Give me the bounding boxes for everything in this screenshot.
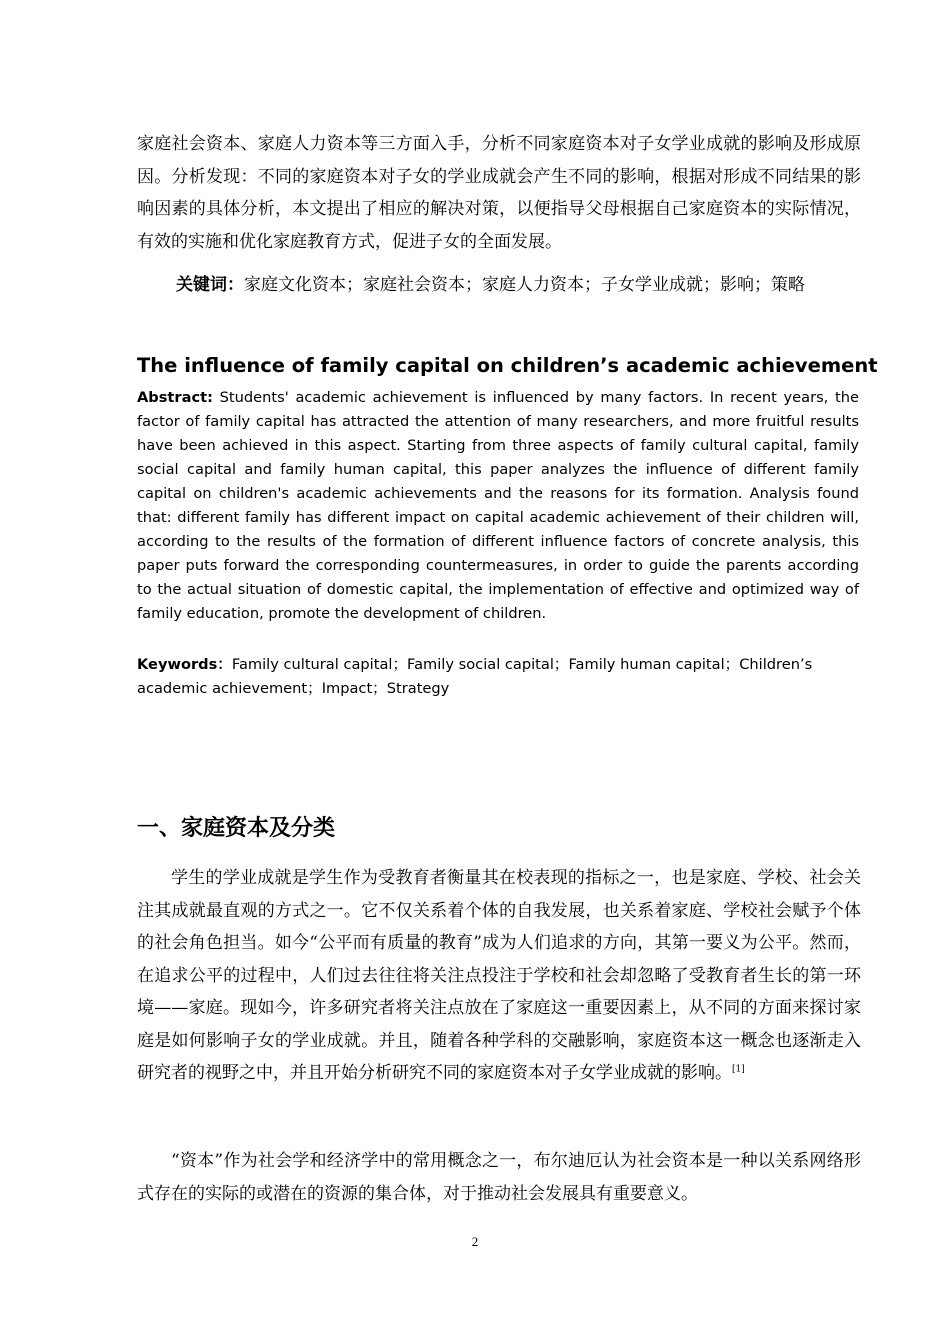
chinese-keywords-label: 关键词：	[176, 275, 244, 295]
chinese-keywords-line	[176, 270, 876, 300]
english-keywords: Family cultural capital；Family social capital；Family human capital；Children’s academic achievement；Impact；Strategy	[137, 656, 813, 697]
body-paragraph-1	[137, 862, 861, 1090]
chinese-keywords: 家庭文化资本；家庭社会资本；家庭人力资本；子女学业成就；影响；策略	[244, 275, 805, 295]
english-abstract-text: Students' academic achievement is influenced by many factors. In recent years, the factor of family capital has attracted the attention of many researchers, and more fruitful results have been achieved in this aspect. Starting from three aspects of family cultural capital, family social capital and family human capital, this paper analyzes the influence of different family capital on children's academic achievements and the reasons for its formation. Analysis found that: different family has different impact on capital academic achievement of their children will, according to the results of the formation of different influence factors of concrete analysis, this paper puts forward the corresponding countermeasures, in order to guide the parents according to the actual situation of domestic capital, the implementation of effective and optimized way of family education, promote the development of children.	[137, 389, 859, 622]
english-keywords-line	[137, 653, 859, 701]
body-paragraph-2: “资本”作为社会学和经济学中的常用概念之一，布尔迪厄认为社会资本是一种以关系网络形式存在的实际的或潜在的资源的集合体，对于推动社会发展具有重要意义。	[137, 1151, 861, 1204]
english-keywords-label: Keywords：	[137, 656, 232, 673]
section-heading: 一、家庭资本及分类	[137, 816, 336, 841]
citation-marker: [1]	[732, 1064, 745, 1075]
english-abstract	[137, 386, 859, 626]
english-abstract-label: Abstract:	[137, 389, 213, 406]
english-title: The influence of family capital on children’s academic achievement	[137, 354, 878, 377]
page-number: 2	[471, 1234, 479, 1249]
chinese-abstract-continuation: 家庭社会资本、家庭人力资本等三方面入手，分析不同家庭资本对子女学业成就的影响及形成原因。分析发现：不同的家庭资本对子女的学业成就会产生不同的影响，根据对形成不同结果的影响因素的具体分析，本文提出了相应的解决对策，以便指导父母根据自己家庭资本的实际情况，有效的实施和优化家庭教育方式，促进子女的全面发展。	[137, 134, 861, 252]
body-paragraph-1-text: 学生的学业成就是学生作为受教育者衡量其在校表现的指标之一，也是家庭、学校、社会关注其成就最直观的方式之一。它不仅关系着个体的自我发展，也关系着家庭、学校社会赋予个体的社会角色担当。如今“公平而有质量的教育”成为人们追求的方向，其第一要义为公平。然而，在追求公平的过程中，人们过去往往将关注点投注于学校和社会却忽略了受教育者生长的第一环境——家庭。现如今，许多研究者将关注点放在了家庭这一重要因素上，从不同的方面来探讨家庭是如何影响子女的学业成就。并且，随着各种学科的交融影响，家庭资本这一概念也逐渐走入研究者的视野之中，并且开始分析研究不同的家庭资本对子女学业成就的影响。	[137, 868, 861, 1083]
